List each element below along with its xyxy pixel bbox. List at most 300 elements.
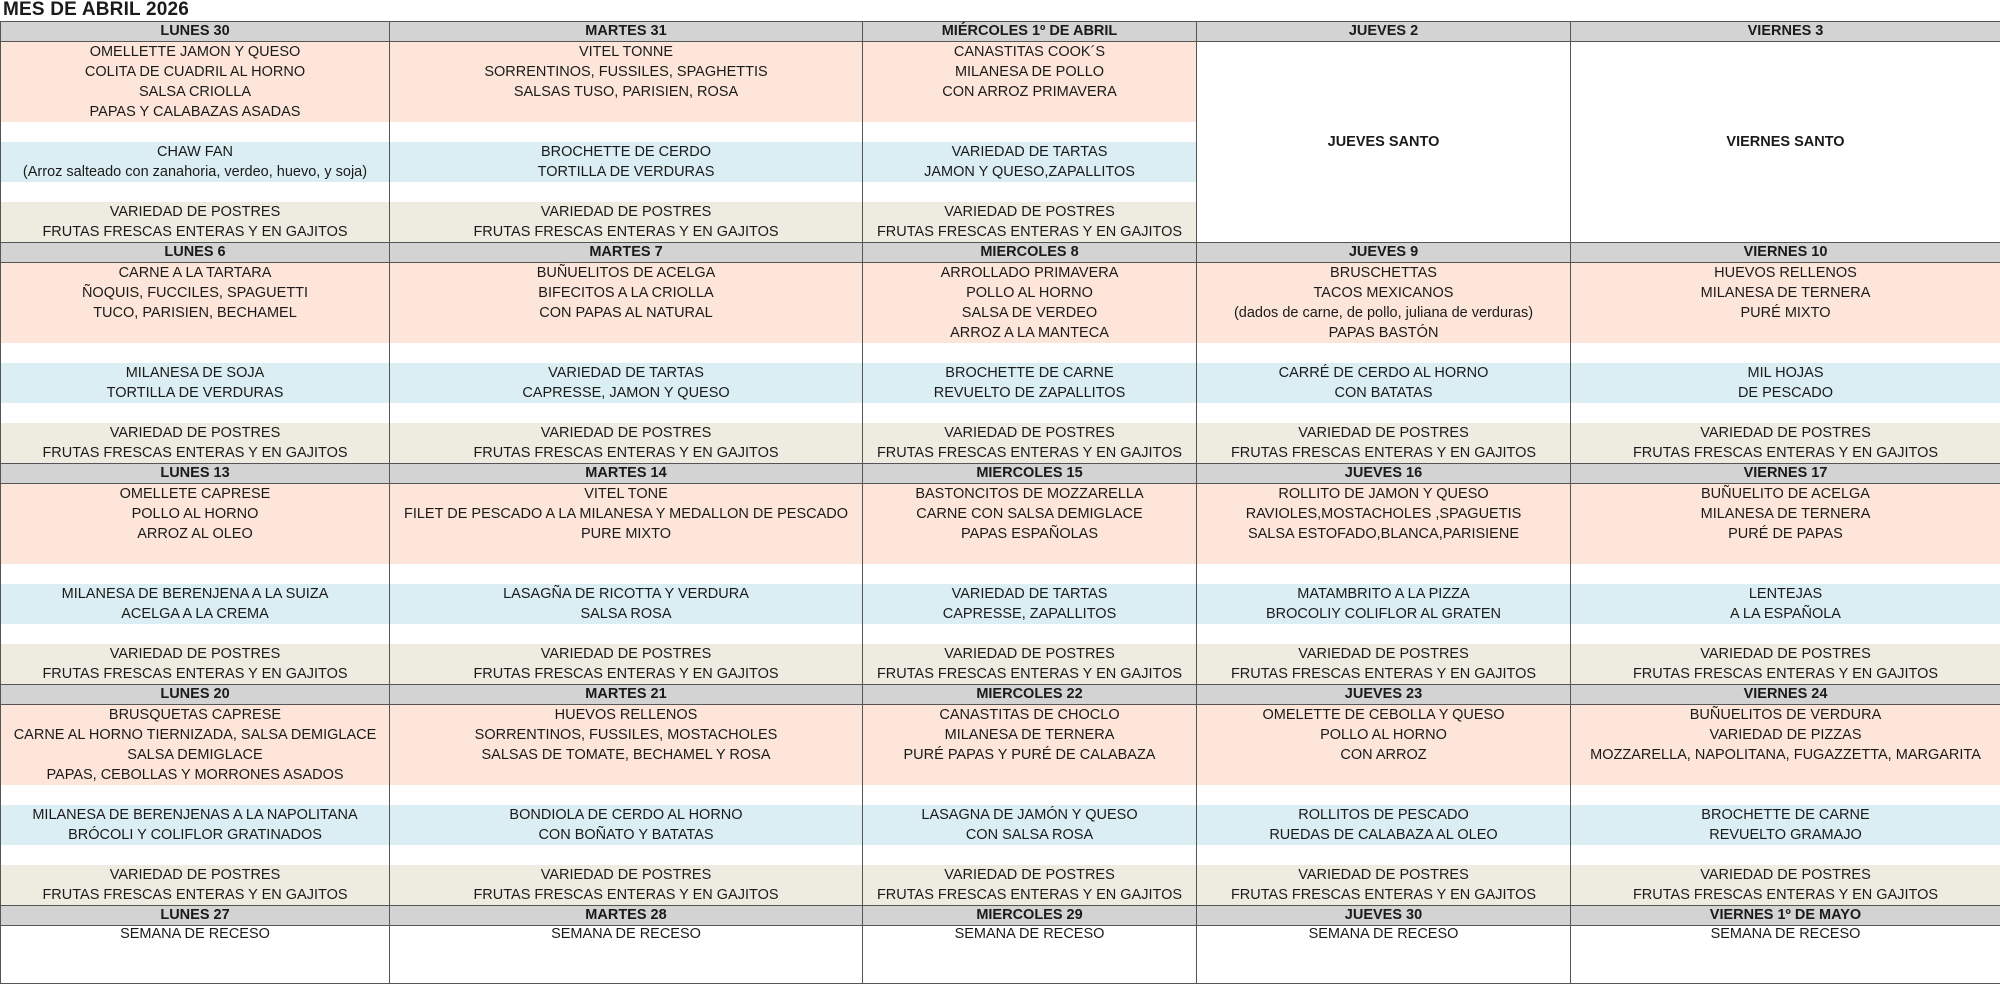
menu-sections: [863, 705, 1196, 905]
menu-line: MILANESA DE SOJA: [125, 365, 265, 381]
menu-line: VARIEDAD DE POSTRES: [1700, 425, 1871, 441]
day-header-martes: MARTES 7: [390, 243, 863, 263]
menu-sections: [1, 42, 389, 242]
menu-line: OMELLETTE JAMON Y QUESO: [89, 44, 301, 60]
week-menu-row: [1, 705, 2000, 906]
menu-line: VARIEDAD DE POSTRES: [1298, 425, 1469, 441]
menu-line: FRUTAS FRESCAS ENTERAS Y EN GAJITOS: [42, 445, 348, 461]
week-menu-row: [1, 263, 2000, 464]
menu-line: CARNE CON SALSA DEMIGLACE: [916, 506, 1143, 522]
menu-line: LASAGÑA DE RICOTTA Y VERDURA: [503, 586, 749, 602]
day-header-martes: MARTES 31: [390, 22, 863, 42]
menu-line: VARIEDAD DE POSTRES: [1298, 867, 1469, 883]
menu-line: POLLO AL HORNO: [131, 506, 259, 522]
menu-line: FRUTAS FRESCAS ENTERAS Y EN GAJITOS: [1632, 666, 1939, 682]
section-spacer: [1197, 785, 1570, 805]
recess-note: SEMANA DE RECESO: [1, 926, 390, 984]
day-header-viernes: VIERNES 24: [1571, 685, 2000, 705]
section-spacer: [1, 624, 389, 644]
dessert-section: [1, 202, 389, 242]
menu-line: FRUTAS FRESCAS ENTERAS Y EN GAJITOS: [1632, 887, 1939, 903]
menu-line: FRUTAS FRESCAS ENTERAS Y EN GAJITOS: [42, 887, 348, 903]
main-course-section: [1197, 263, 1570, 343]
menu-line: PAPAS BASTÓN: [1328, 325, 1439, 341]
section-spacer: [1571, 624, 2000, 644]
menu-line: VARIEDAD DE POSTRES: [109, 425, 281, 441]
holiday-label: JUEVES SANTO: [1197, 42, 1571, 243]
menu-calendar-table: [0, 21, 2000, 984]
menu-line: SORRENTINOS, FUSSILES, MOSTACHOLES: [474, 727, 778, 743]
menu-line: MILANESA DE POLLO: [954, 64, 1105, 80]
week-header-row: [1, 22, 2000, 42]
week-menu-row: [1, 484, 2000, 685]
menu-line: PURE MIXTO: [581, 526, 671, 542]
menu-line: FRUTAS FRESCAS ENTERAS Y EN GAJITOS: [876, 445, 1183, 461]
main-course-section: [390, 484, 862, 564]
menu-line: ARROZ AL OLEO: [137, 526, 253, 542]
dessert-section: [1571, 423, 2000, 463]
alternative-menu-section: [1571, 805, 2000, 845]
section-spacer: [390, 182, 862, 202]
dessert-section: [1571, 865, 2000, 905]
menu-line: BROCHETTE DE CARNE: [945, 365, 1114, 381]
menu-line: VARIEDAD DE TARTAS: [548, 365, 704, 381]
menu-line: BUÑUELITOS DE ACELGA: [536, 265, 716, 281]
dessert-section: [863, 202, 1196, 242]
menu-line: FRUTAS FRESCAS ENTERAS Y EN GAJITOS: [42, 224, 348, 240]
menu-sections: [1, 705, 389, 905]
dessert-section: [863, 423, 1196, 463]
dessert-section: [1, 423, 389, 463]
menu-line: ÑOQUIS, FUCCILES, SPAGUETTI: [81, 285, 309, 301]
menu-line: VARIEDAD DE POSTRES: [109, 646, 281, 662]
day-header-jueves: JUEVES 16: [1197, 464, 1571, 484]
day-header-viernes: VIERNES 3: [1571, 22, 2000, 42]
menu-line: BUÑUELITO DE ACELGA: [1701, 486, 1870, 502]
menu-line: VARIEDAD DE POSTRES: [540, 646, 712, 662]
week-header-row: [1, 464, 2000, 484]
day-header-miercoles: MIERCOLES 8: [863, 243, 1197, 263]
menu-line: FRUTAS FRESCAS ENTERAS Y EN GAJITOS: [876, 224, 1183, 240]
menu-line: (dados de carne, de pollo, juliana de verduras): [1233, 305, 1534, 321]
menu-line: MILANESA DE TERNERA: [1700, 285, 1871, 301]
dessert-section: [1, 644, 389, 684]
day-header-martes: MARTES 28: [390, 906, 863, 926]
section-spacer: [390, 343, 862, 363]
recess-note: SEMANA DE RECESO: [1571, 926, 2000, 984]
menu-line: CANASTITAS COOK´S: [953, 44, 1106, 60]
menu-line: OMELETTE DE CEBOLLA Y QUESO: [1262, 707, 1505, 723]
menu-line: RAVIOLES,MOSTACHOLES ,SPAGUETIS: [1245, 506, 1522, 522]
menu-sections: [1571, 263, 2000, 463]
day-menu-cell: [1, 42, 390, 243]
alternative-menu-section: [863, 142, 1196, 182]
alternative-menu-section: [390, 363, 862, 403]
menu-line: MILANESA DE BERENJENAS A LA NAPOLITANA: [32, 807, 358, 823]
menu-line: POLLO AL HORNO: [1320, 727, 1447, 743]
alternative-menu-section: [1197, 805, 1570, 845]
menu-line: BASTONCITOS DE MOZZARELLA: [915, 486, 1144, 502]
day-menu-cell: [1197, 705, 1571, 906]
day-header-viernes: VIERNES 10: [1571, 243, 2000, 263]
menu-line: LENTEJAS: [1748, 586, 1823, 602]
menu-line: VARIEDAD DE POSTRES: [944, 425, 1115, 441]
menu-line: DE PESCADO: [1737, 385, 1834, 401]
day-menu-cell: [390, 42, 863, 243]
menu-line: CARRÉ DE CERDO AL HORNO: [1278, 365, 1489, 381]
menu-line: TORTILLA DE VERDURAS: [537, 164, 715, 180]
day-menu-cell: [1197, 263, 1571, 464]
section-spacer: [390, 403, 862, 423]
day-header-lunes: LUNES 13: [1, 464, 390, 484]
menu-sections: [1571, 705, 2000, 905]
menu-line: MILANESA DE BERENJENA A LA SUIZA: [61, 586, 329, 602]
menu-sections: [390, 263, 862, 463]
day-header-martes: MARTES 21: [390, 685, 863, 705]
day-menu-cell: [863, 484, 1197, 685]
menu-line: VARIEDAD DE POSTRES: [540, 204, 712, 220]
day-header-viernes: VIERNES 1º DE MAYO: [1571, 906, 2000, 926]
menu-line: SALSA DE VERDEO: [961, 305, 1098, 321]
dessert-section: [863, 644, 1196, 684]
section-spacer: [863, 564, 1196, 584]
section-spacer: [1197, 343, 1570, 363]
main-course-section: [1197, 484, 1570, 564]
day-menu-cell: [1197, 484, 1571, 685]
alternative-menu-section: [1, 805, 389, 845]
menu-line: A LA ESPAÑOLA: [1730, 606, 1841, 622]
day-header-lunes: LUNES 20: [1, 685, 390, 705]
menu-line: SALSA ESTOFADO,BLANCA,PARISIENE: [1247, 526, 1520, 542]
dessert-section: [1, 865, 389, 905]
main-course-section: [863, 42, 1196, 122]
menu-line: PURÉ PAPAS Y PURÉ DE CALABAZA: [903, 747, 1156, 763]
menu-line: MOZZARELLA, NAPOLITANA, FUGAZZETTA, MARGARITA: [1590, 747, 1981, 763]
holiday-label: VIERNES SANTO: [1571, 42, 2000, 243]
alternative-menu-section: [1197, 584, 1570, 624]
menu-line: COLITA DE CUADRIL AL HORNO: [84, 64, 306, 80]
day-menu-cell: [390, 484, 863, 685]
menu-line: LASAGNA DE JAMÓN Y QUESO: [921, 807, 1138, 823]
menu-line: PURÉ DE PAPAS: [1728, 526, 1843, 542]
section-spacer: [1197, 624, 1570, 644]
section-spacer: [1571, 845, 2000, 865]
menu-line: VARIEDAD DE POSTRES: [944, 204, 1115, 220]
menu-line: CON BATATAS: [1334, 385, 1433, 401]
alternative-menu-section: [863, 363, 1196, 403]
alternative-menu-section: [1571, 584, 2000, 624]
menu-line: BROCOLIY COLIFLOR AL GRATEN: [1265, 606, 1502, 622]
alternative-menu-section: [1, 363, 389, 403]
menu-line: HUEVOS RELLENOS: [554, 707, 698, 723]
menu-line: VARIEDAD DE POSTRES: [944, 646, 1115, 662]
menu-line: VITEL TONE: [584, 486, 668, 502]
menu-line: BIFECITOS A LA CRIOLLA: [538, 285, 714, 301]
menu-line: MATAMBRITO A LA PIZZA: [1297, 586, 1470, 602]
menu-line: CON PAPAS AL NATURAL: [539, 305, 713, 321]
recess-note: SEMANA DE RECESO: [863, 926, 1197, 984]
main-course-section: [1, 484, 389, 564]
alternative-menu-section: [390, 142, 862, 182]
day-header-miercoles: MIERCOLES 29: [863, 906, 1197, 926]
menu-line: OMELLETE CAPRESE: [119, 486, 271, 502]
section-spacer: [1197, 403, 1570, 423]
alternative-menu-section: [863, 805, 1196, 845]
menu-line: FRUTAS FRESCAS ENTERAS Y EN GAJITOS: [1230, 887, 1537, 903]
menu-line: REVUELTO DE ZAPALLITOS: [933, 385, 1126, 401]
menu-line: RUEDAS DE CALABAZA AL OLEO: [1269, 827, 1498, 843]
menu-line: VARIEDAD DE POSTRES: [944, 867, 1115, 883]
section-spacer: [863, 343, 1196, 363]
menu-line: PURÉ MIXTO: [1740, 305, 1831, 321]
page-title: MES DE ABRIL 2026: [3, 0, 190, 20]
main-course-section: [390, 705, 862, 785]
main-course-section: [863, 263, 1196, 343]
dessert-section: [1197, 865, 1570, 905]
menu-line: VARIEDAD DE POSTRES: [1298, 646, 1469, 662]
menu-line: FRUTAS FRESCAS ENTERAS Y EN GAJITOS: [876, 666, 1183, 682]
main-course-section: [1571, 705, 2000, 785]
menu-line: VARIEDAD DE TARTAS: [951, 144, 1108, 160]
dessert-section: [1197, 644, 1570, 684]
menu-line: BUÑUELITOS DE VERDURA: [1689, 707, 1882, 723]
day-menu-cell: [863, 42, 1197, 243]
alternative-menu-section: [390, 584, 862, 624]
menu-line: FRUTAS FRESCAS ENTERAS Y EN GAJITOS: [473, 224, 779, 240]
section-spacer: [1, 785, 389, 805]
section-spacer: [863, 403, 1196, 423]
day-header-martes: MARTES 14: [390, 464, 863, 484]
day-header-jueves: JUEVES 30: [1197, 906, 1571, 926]
main-course-section: [863, 705, 1196, 785]
day-menu-cell: [1, 484, 390, 685]
section-spacer: [863, 624, 1196, 644]
day-header-miercoles: MIERCOLES 15: [863, 464, 1197, 484]
menu-line: SALSA DEMIGLACE: [127, 747, 263, 763]
menu-sections: [1, 263, 389, 463]
day-header-jueves: JUEVES 2: [1197, 22, 1571, 42]
menu-line: ARROZ A LA MANTECA: [950, 325, 1109, 341]
menu-line: ROLLITO DE JAMON Y QUESO: [1278, 486, 1489, 502]
menu-line: BRÓCOLI Y COLIFLOR GRATINADOS: [68, 827, 322, 843]
menu-line: FRUTAS FRESCAS ENTERAS Y EN GAJITOS: [1230, 445, 1537, 461]
menu-line: MILANESA DE TERNERA: [1700, 506, 1871, 522]
menu-line: FRUTAS FRESCAS ENTERAS Y EN GAJITOS: [473, 445, 779, 461]
section-spacer: [1, 182, 389, 202]
main-course-section: [863, 484, 1196, 564]
main-course-section: [1571, 484, 2000, 564]
menu-line: VITEL TONNE: [578, 44, 673, 60]
menu-sections: [863, 42, 1196, 242]
menu-sections: [390, 705, 862, 905]
day-menu-cell: [1571, 705, 2000, 906]
day-header-lunes: LUNES 6: [1, 243, 390, 263]
main-course-section: [390, 263, 862, 343]
section-spacer: [1, 564, 389, 584]
dessert-section: [390, 423, 862, 463]
menu-line: ROLLITOS DE PESCADO: [1298, 807, 1469, 823]
section-spacer: [1571, 403, 2000, 423]
menu-line: TORTILLA DE VERDURAS: [106, 385, 284, 401]
menu-line: SALSA CRIOLLA: [138, 84, 252, 100]
menu-line: CON ARROZ: [1340, 747, 1427, 763]
menu-line: FILET DE PESCADO A LA MILANESA Y MEDALLON DE PESCADO: [403, 506, 849, 522]
section-spacer: [1571, 343, 2000, 363]
menu-line: PAPAS Y CALABAZAS ASADAS: [89, 104, 301, 120]
section-spacer: [863, 785, 1196, 805]
menu-line: VARIEDAD DE TARTAS: [951, 586, 1108, 602]
week-menu-row: [1, 42, 2000, 243]
section-spacer: [1, 122, 389, 142]
menu-sections: [1197, 484, 1570, 684]
menu-line: BRUSQUETAS CAPRESE: [108, 707, 282, 723]
day-menu-cell: [390, 705, 863, 906]
section-spacer: [1571, 785, 2000, 805]
day-header-viernes: VIERNES 17: [1571, 464, 2000, 484]
menu-line: FRUTAS FRESCAS ENTERAS Y EN GAJITOS: [42, 666, 348, 682]
dessert-section: [863, 865, 1196, 905]
main-course-section: [1197, 705, 1570, 785]
menu-line: MIL HOJAS: [1747, 365, 1824, 381]
menu-sections: [1197, 705, 1570, 905]
section-spacer: [390, 564, 862, 584]
menu-line: REVUELTO GRAMAJO: [1709, 827, 1862, 843]
menu-line: POLLO AL HORNO: [966, 285, 1093, 301]
menu-line: FRUTAS FRESCAS ENTERAS Y EN GAJITOS: [876, 887, 1183, 903]
menu-line: VARIEDAD DE POSTRES: [1700, 646, 1871, 662]
menu-line: CON SALSA ROSA: [965, 827, 1094, 843]
day-header-miercoles: MIÉRCOLES 1º DE ABRIL: [863, 22, 1197, 42]
menu-table-body: [1, 22, 2000, 984]
menu-line: CARNE AL HORNO TIERNIZADA, SALSA DEMIGLACE: [13, 727, 377, 743]
dessert-section: [1197, 423, 1570, 463]
menu-sections: [863, 484, 1196, 684]
main-course-section: [1, 42, 389, 122]
day-header-jueves: JUEVES 9: [1197, 243, 1571, 263]
section-spacer: [1197, 845, 1570, 865]
week-header-row: [1, 243, 2000, 263]
menu-line: FRUTAS FRESCAS ENTERAS Y EN GAJITOS: [1230, 666, 1537, 682]
menu-line: HUEVOS RELLENOS: [1714, 265, 1857, 281]
section-spacer: [863, 182, 1196, 202]
section-spacer: [863, 845, 1196, 865]
menu-line: VARIEDAD DE POSTRES: [540, 425, 712, 441]
main-course-section: [1571, 263, 2000, 343]
menu-sections: [1571, 484, 2000, 684]
section-spacer: [390, 785, 862, 805]
dessert-section: [1571, 644, 2000, 684]
menu-sections: [1197, 263, 1570, 463]
menu-line: CARNE A LA TARTARA: [118, 265, 272, 281]
menu-line: BROCHETTE DE CARNE: [1701, 807, 1870, 823]
menu-line: SALSAS DE TOMATE, BECHAMEL Y ROSA: [481, 747, 771, 763]
section-spacer: [1571, 564, 2000, 584]
menu-line: CAPRESSE, JAMON Y QUESO: [522, 385, 730, 401]
menu-line: PAPAS, CEBOLLAS Y MORRONES ASADOS: [46, 767, 344, 783]
section-spacer: [1, 403, 389, 423]
menu-sections: [390, 484, 862, 684]
week-header-row: [1, 906, 2000, 926]
menu-sections: [390, 42, 862, 242]
menu-line: VARIEDAD DE POSTRES: [1700, 867, 1871, 883]
menu-line: CON ARROZ PRIMAVERA: [942, 84, 1117, 100]
section-spacer: [1, 343, 389, 363]
menu-line: VARIEDAD DE POSTRES: [109, 204, 281, 220]
dessert-section: [390, 202, 862, 242]
main-course-section: [390, 42, 862, 122]
menu-line: (Arroz salteado con zanahoria, verdeo, huevo, y soja): [22, 164, 368, 180]
menu-line: CON BOÑATO Y BATATAS: [538, 827, 714, 843]
recess-note: SEMANA DE RECESO: [390, 926, 863, 984]
alternative-menu-section: [1571, 363, 2000, 403]
section-spacer: [390, 845, 862, 865]
alternative-menu-section: [1197, 363, 1570, 403]
day-menu-cell: [1571, 263, 2000, 464]
menu-line: BROCHETTE DE CERDO: [541, 144, 711, 160]
menu-line: MILANESA DE TERNERA: [944, 727, 1115, 743]
day-menu-cell: [1571, 484, 2000, 685]
menu-line: PAPAS ESPAÑOLAS: [961, 526, 1098, 542]
section-spacer: [390, 122, 862, 142]
menu-line: CANASTITAS DE CHOCLO: [939, 707, 1120, 723]
menu-sections: [863, 263, 1196, 463]
recess-note: SEMANA DE RECESO: [1197, 926, 1571, 984]
section-spacer: [863, 122, 1196, 142]
menu-line: VARIEDAD DE PIZZAS: [1709, 727, 1862, 743]
menu-line: VARIEDAD DE POSTRES: [540, 867, 712, 883]
menu-line: SORRENTINOS, FUSSILES, SPAGHETTIS: [484, 64, 768, 80]
day-menu-cell: [863, 705, 1197, 906]
recess-row: [1, 926, 2000, 984]
day-header-lunes: LUNES 30: [1, 22, 390, 42]
section-spacer: [1197, 564, 1570, 584]
alternative-menu-section: [863, 584, 1196, 624]
menu-sections: [1, 484, 389, 684]
alternative-menu-section: [1, 584, 389, 624]
menu-line: BRUSCHETTAS: [1330, 265, 1437, 281]
menu-line: SALSAS TUSO, PARISIEN, ROSA: [513, 84, 739, 100]
main-course-section: [1, 705, 389, 785]
day-menu-cell: [1, 263, 390, 464]
alternative-menu-section: [390, 805, 862, 845]
day-header-jueves: JUEVES 23: [1197, 685, 1571, 705]
menu-line: FRUTAS FRESCAS ENTERAS Y EN GAJITOS: [473, 666, 779, 682]
section-spacer: [1, 845, 389, 865]
day-header-miercoles: MIERCOLES 22: [863, 685, 1197, 705]
menu-line: TUCO, PARISIEN, BECHAMEL: [93, 305, 297, 321]
alternative-menu-section: [1, 142, 389, 182]
menu-line: VARIEDAD DE POSTRES: [109, 867, 281, 883]
menu-line: FRUTAS FRESCAS ENTERAS Y EN GAJITOS: [473, 887, 779, 903]
section-spacer: [390, 624, 862, 644]
menu-line: CHAW FAN: [157, 144, 233, 160]
day-menu-cell: [390, 263, 863, 464]
menu-line: FRUTAS FRESCAS ENTERAS Y EN GAJITOS: [1632, 445, 1939, 461]
menu-line: SALSA ROSA: [580, 606, 672, 622]
main-course-section: [1, 263, 389, 343]
menu-line: TACOS MEXICANOS: [1313, 285, 1454, 301]
day-menu-cell: [1, 705, 390, 906]
menu-line: CAPRESSE, ZAPALLITOS: [942, 606, 1117, 622]
menu-line: ACELGA A LA CREMA: [121, 606, 269, 622]
day-menu-cell: [863, 263, 1197, 464]
menu-line: BONDIOLA DE CERDO AL HORNO: [509, 807, 743, 823]
menu-line: JAMON Y QUESO,ZAPALLITOS: [924, 164, 1135, 180]
dessert-section: [390, 865, 862, 905]
menu-line: ARROLLADO PRIMAVERA: [940, 265, 1119, 281]
week-header-row: [1, 685, 2000, 705]
dessert-section: [390, 644, 862, 684]
